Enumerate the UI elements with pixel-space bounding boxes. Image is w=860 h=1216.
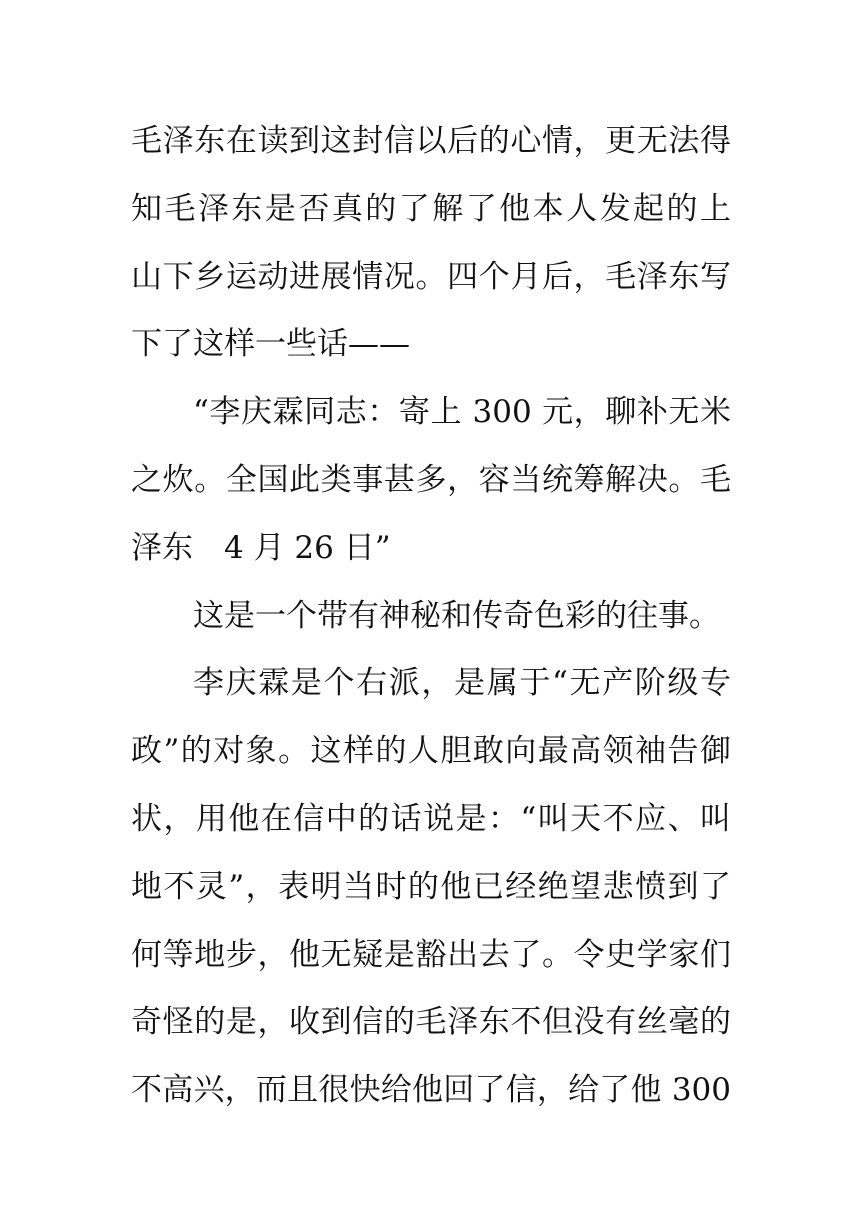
text-line: 李庆霖是个右派，是属于“无产阶级专 [193,665,731,702]
text-line: 政”的对象。这样的人胆敢向最高领袖告御 [131,733,731,770]
text-line: 这是一个带有神秘和传奇色彩的往事。 [193,597,720,634]
text-line: 不高兴，而且很快给他回了信，给了他 300 [131,1072,731,1109]
body-text [131,108,731,1125]
text-line: 毛泽东在读到这封信以后的心情，更无法得 [131,123,731,159]
text-line: 下了这样一些话—— [131,326,410,363]
text-line: 奇怪的是，收到信的毛泽东不但没有丝毫的 [131,1004,731,1041]
text-line: 山下乡运动进展情况。四个月后，毛泽东写 [131,258,731,295]
text-line: 泽东 4 月 26 日” [131,529,391,566]
text-line: 之炊。全国此类事甚多，容当统筹解决。毛 [131,461,731,498]
text-line: 状，用他在信中的话说是：“叫天不应、叫 [131,800,731,837]
text-line: 知毛泽东是否真的了解了他本人发起的上 [131,190,731,227]
text-line: 何等地步，他无疑是豁出去了。令史学家们 [131,936,731,973]
text-line: “李庆霖同志：寄上 300 元，聊补无米 [193,394,731,431]
text-line: 地不灵”，表明当时的他已经绝望悲愤到了 [131,868,731,905]
